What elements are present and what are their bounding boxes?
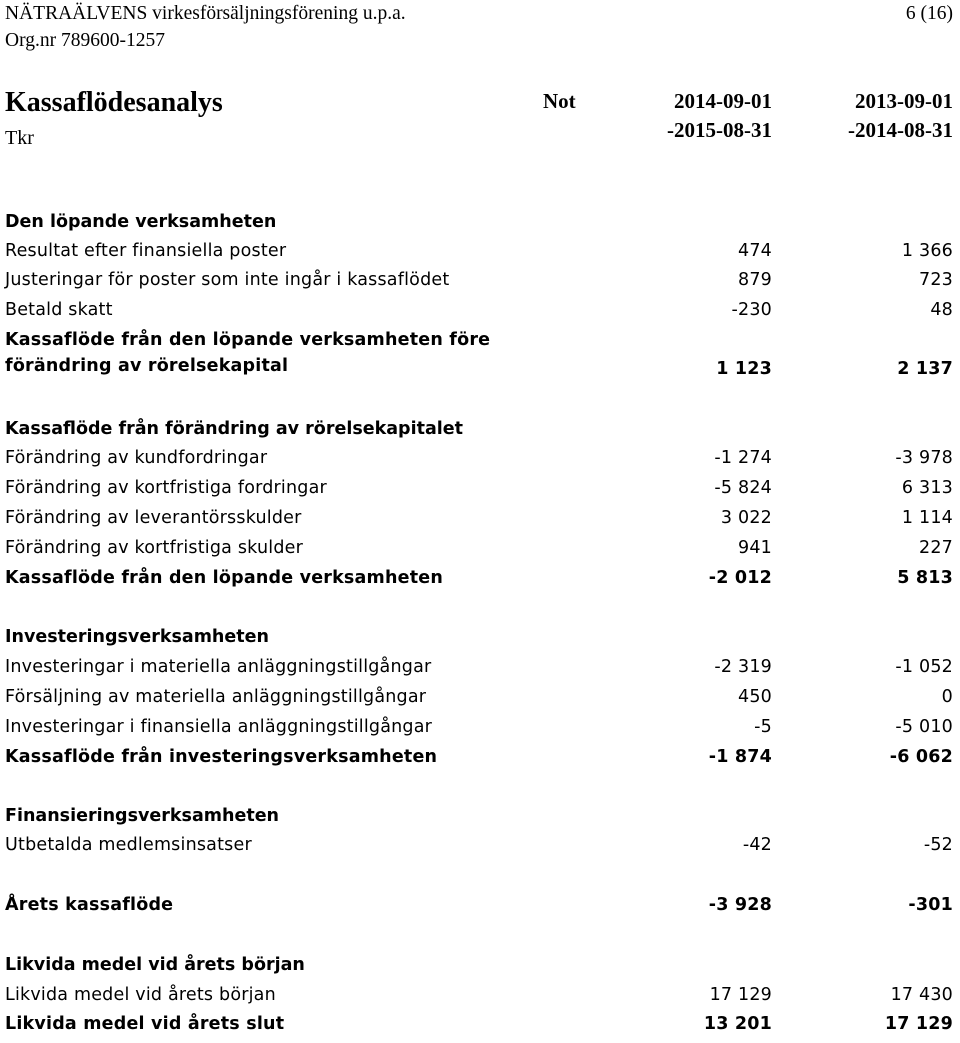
row-label: Betald skatt	[5, 300, 113, 320]
previous-year-value: 0	[941, 687, 953, 707]
current-year-value: -5 824	[714, 478, 772, 498]
table-row	[0, 507, 960, 537]
row-label: Investeringar i materiella anläggningstillgångar	[5, 657, 432, 677]
row-label: Kassaflöde från investeringsverksamheten	[5, 747, 438, 767]
current-year-value: -42	[742, 835, 772, 855]
current-year-value: 13 201	[703, 1014, 772, 1034]
page-number: 6 (16)	[905, 3, 953, 24]
page-title: Kassaflödesanalys	[5, 87, 223, 118]
table-row	[0, 984, 960, 1014]
section-heading-cash	[0, 954, 960, 984]
row-label: Den löpande verksamheten	[5, 212, 277, 232]
previous-year-value: 723	[918, 270, 953, 290]
note-column-header: Not	[543, 89, 576, 113]
table-row	[0, 299, 960, 329]
previous-year-value: 2 137	[897, 359, 953, 379]
previous-year-value: -52	[923, 835, 953, 855]
previous-year-value: 48	[930, 300, 953, 320]
row-label: Förändring av leverantörsskulder	[5, 508, 302, 528]
section-heading-financing	[0, 805, 960, 835]
row-label: Förändring av kortfristiga fordringar	[5, 478, 327, 498]
previous-year-value: -1 052	[895, 657, 953, 677]
current-year-value: -1 274	[714, 448, 772, 468]
previous-year-value: -301	[908, 895, 953, 915]
row-label: Justeringar för poster som inte ingår i kassaflödet	[5, 270, 450, 290]
org-number: Org.nr 789600-1257	[5, 30, 165, 51]
current-year-value: 474	[737, 241, 772, 261]
current-year-value: -3 928	[708, 895, 772, 915]
table-row	[0, 447, 960, 477]
subtotal-row	[0, 746, 960, 776]
row-label: Kassaflöde från den löpande verksamheten	[5, 568, 444, 588]
unit-label: Tkr	[5, 127, 34, 149]
current-year-value: 941	[737, 538, 772, 558]
row-label: Likvida medel vid årets början	[5, 985, 276, 1005]
company-name: NÄTRAÄLVENS virkesförsäljningsförening u.p.a.	[5, 3, 406, 24]
row-label-line2: förändring av rörelsekapital	[5, 356, 289, 376]
row-label: Årets kassaflöde	[5, 895, 174, 915]
current-year-value: 879	[737, 270, 772, 290]
current-year-value: 450	[737, 687, 772, 707]
current-year-start: 2014-09-01	[674, 89, 772, 113]
previous-year-end: -2014-08-31	[848, 118, 953, 142]
table-row	[0, 269, 960, 299]
previous-year-value: 6 313	[901, 478, 953, 498]
row-label: Förändring av kundfordringar	[5, 448, 268, 468]
previous-year-value: 227	[918, 538, 953, 558]
table-row	[0, 716, 960, 746]
row-label-line1: Kassaflöde från den löpande verksamheten före	[5, 330, 491, 350]
row-label	[5, 329, 490, 381]
previous-year-value: 17 129	[884, 1014, 953, 1034]
previous-year-value: 5 813	[897, 568, 953, 588]
current-year-value: 17 129	[709, 985, 772, 1005]
row-label: Försäljning av materiella anläggningstillgångar	[5, 687, 427, 707]
current-year-value: -5	[754, 717, 772, 737]
row-label: Förändring av kortfristiga skulder	[5, 538, 303, 558]
row-label: Likvida medel vid årets slut	[5, 1014, 285, 1034]
subtotal-row	[0, 567, 960, 597]
table-row	[0, 834, 960, 864]
table-row	[0, 240, 960, 270]
row-label: Finansieringsverksamheten	[5, 806, 280, 826]
row-label: Kassaflöde från förändring av rörelsekapitalet	[5, 419, 463, 439]
previous-year-value: -3 978	[895, 448, 953, 468]
row-label: Utbetalda medlemsinsatser	[5, 835, 252, 855]
current-year-value: -2 319	[714, 657, 772, 677]
current-year-value: 3 022	[720, 508, 772, 528]
previous-year-value: 17 430	[890, 985, 953, 1005]
current-year-value: -2 012	[708, 568, 772, 588]
section-heading-operating	[0, 211, 960, 241]
table-row	[0, 477, 960, 507]
previous-year-value: -5 010	[895, 717, 953, 737]
table-row	[0, 656, 960, 686]
table-row	[0, 686, 960, 716]
current-year-end: -2015-08-31	[667, 118, 772, 142]
row-label: Resultat efter finansiella poster	[5, 241, 287, 261]
current-year-value: 1 123	[716, 359, 772, 379]
previous-year-value: 1 114	[901, 508, 953, 528]
subtotal-row	[0, 329, 960, 381]
section-heading-working-capital	[0, 418, 960, 448]
row-label: Investeringar i finansiella anläggningstillgångar	[5, 717, 433, 737]
row-label: Likvida medel vid årets början	[5, 955, 305, 975]
table-row	[0, 537, 960, 567]
total-row	[0, 894, 960, 924]
row-label: Investeringsverksamheten	[5, 627, 269, 647]
previous-year-value: -6 062	[889, 747, 953, 767]
previous-year-start: 2013-09-01	[855, 89, 953, 113]
current-year-value: -1 874	[708, 747, 772, 767]
current-year-value: -230	[731, 300, 772, 320]
previous-year-value: 1 366	[901, 241, 953, 261]
section-heading-investing	[0, 626, 960, 656]
total-row	[0, 1013, 960, 1043]
